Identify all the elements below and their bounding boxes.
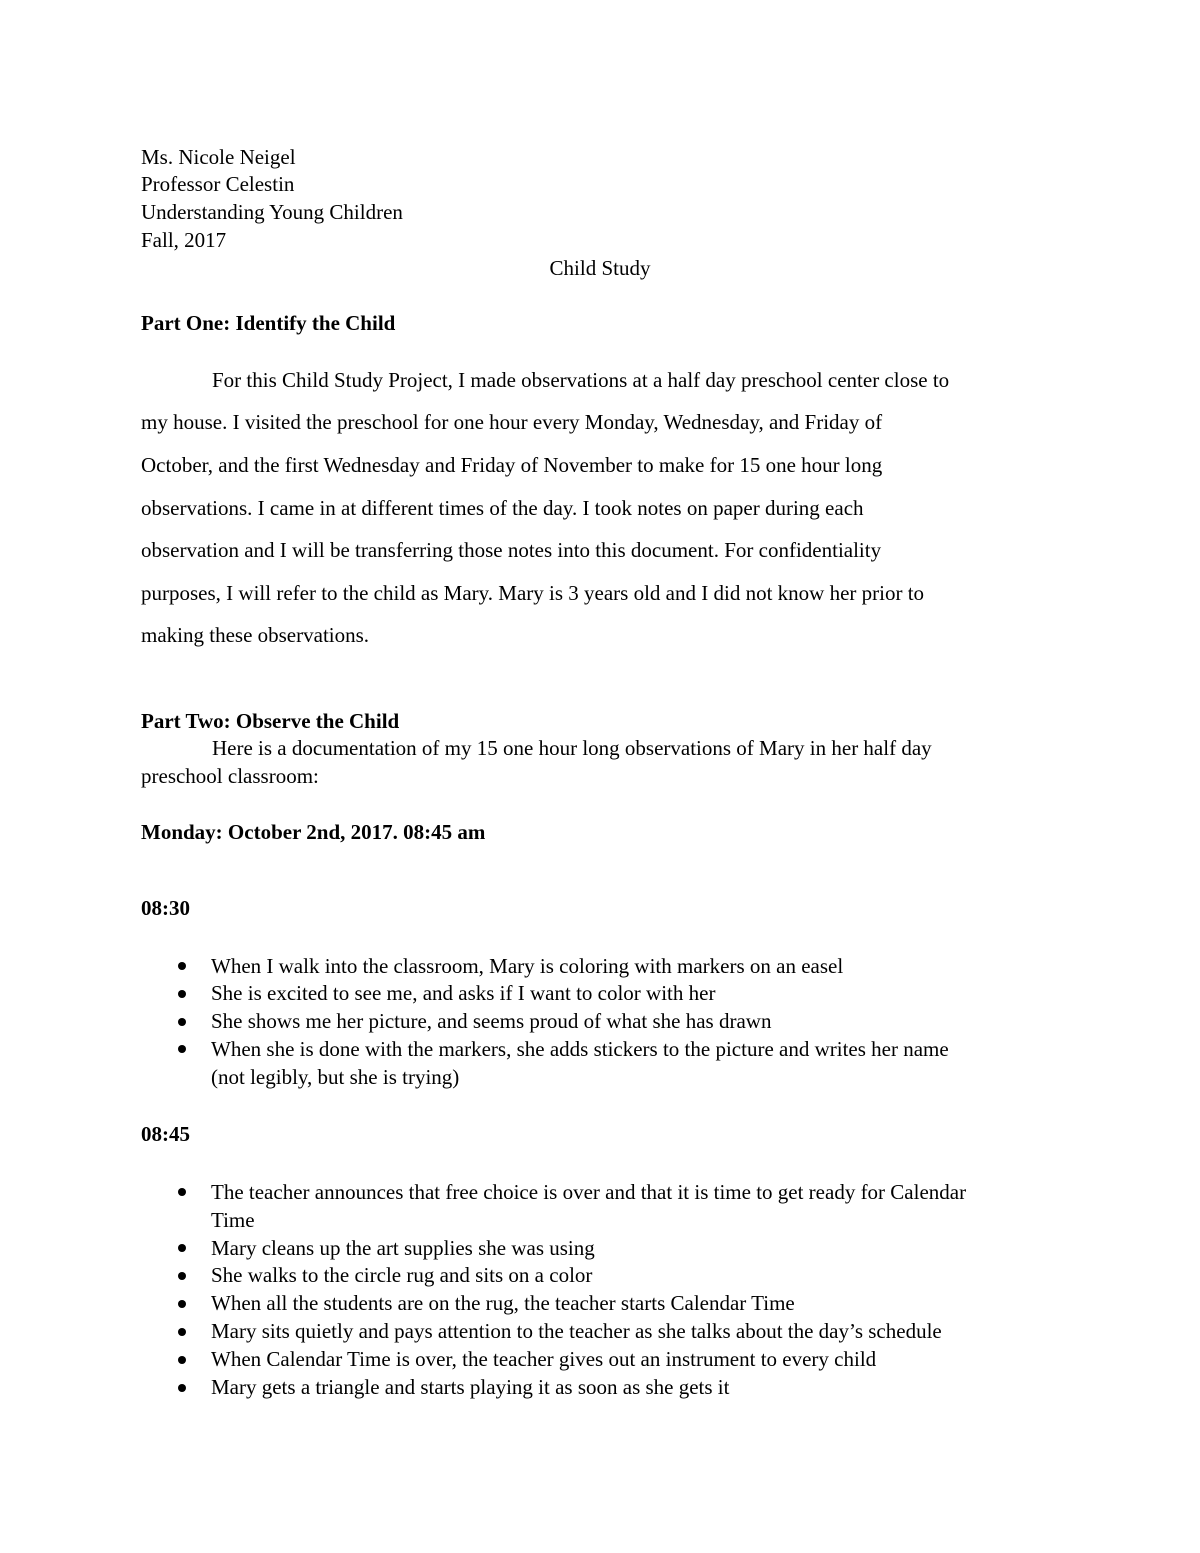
list-item: She is excited to see me, and asks if I want to color with her — [211, 981, 716, 1005]
bullet-icon — [178, 1244, 186, 1252]
author-name: Ms. Nicole Neigel — [141, 145, 296, 169]
bullet-icon — [178, 1045, 186, 1053]
bullet-icon — [178, 990, 186, 998]
list-item: When she is done with the markers, she adds stickers to the picture and writes her name — [211, 1037, 949, 1061]
time-heading-0830: 08:30 — [141, 896, 190, 920]
list-item-continuation: Time — [211, 1208, 255, 1232]
list-item: When all the students are on the rug, the teacher starts Calendar Time — [211, 1291, 795, 1315]
day-heading: Monday: October 2nd, 2017. 08:45 am — [141, 820, 486, 844]
list-item: Mary gets a triangle and starts playing it as soon as she gets it — [211, 1375, 730, 1399]
bullet-icon — [178, 962, 186, 970]
bullet-icon — [178, 1300, 186, 1308]
part-two-heading: Part Two: Observe the Child — [141, 709, 400, 733]
document-title: Child Study — [549, 256, 651, 280]
list-item: Mary sits quietly and pays attention to the teacher as she talks about the day’s schedule — [211, 1319, 942, 1343]
course-name: Understanding Young Children — [141, 200, 403, 224]
part-one-line: my house. I visited the preschool for one hour every Monday, Wednesday, and Friday of — [141, 410, 883, 434]
part-one-line: observation and I will be transferring those notes into this document. For confidentiality — [141, 538, 882, 562]
part-one-heading: Part One: Identify the Child — [141, 311, 396, 335]
professor-name: Professor Celestin — [141, 172, 295, 196]
bullet-icon — [178, 1328, 186, 1336]
bullet-icon — [178, 1272, 186, 1280]
part-one-line: For this Child Study Project, I made observations at a half day preschool center close to — [212, 368, 950, 392]
list-item: When Calendar Time is over, the teacher gives out an instrument to every child — [211, 1347, 877, 1371]
time-heading-0845: 08:45 — [141, 1122, 190, 1146]
part-one-line: October, and the first Wednesday and Friday of November to make for 15 one hour long — [141, 453, 883, 477]
bullet-icon — [178, 1188, 186, 1196]
bullet-icon — [178, 1018, 186, 1026]
part-one-line: purposes, I will refer to the child as Mary. Mary is 3 years old and I did not know her prior to — [141, 581, 925, 605]
bullet-icon — [178, 1384, 186, 1392]
list-item: When I walk into the classroom, Mary is coloring with markers on an easel — [211, 954, 844, 978]
part-one-line: observations. I came in at different times of the day. I took notes on paper during each — [141, 496, 864, 520]
term: Fall, 2017 — [141, 228, 227, 252]
part-two-line: preschool classroom: — [141, 764, 319, 788]
list-item: Mary cleans up the art supplies she was using — [211, 1236, 595, 1260]
list-item-continuation: (not legibly, but she is trying) — [211, 1065, 460, 1089]
part-two-line: Here is a documentation of my 15 one hour long observations of Mary in her half day — [212, 736, 932, 760]
bullet-icon — [178, 1356, 186, 1364]
list-item: The teacher announces that free choice is over and that it is time to get ready for Calendar — [211, 1180, 967, 1204]
list-item: She walks to the circle rug and sits on a color — [211, 1263, 593, 1287]
list-item: She shows me her picture, and seems proud of what she has drawn — [211, 1009, 772, 1033]
part-one-line: making these observations. — [141, 623, 370, 647]
